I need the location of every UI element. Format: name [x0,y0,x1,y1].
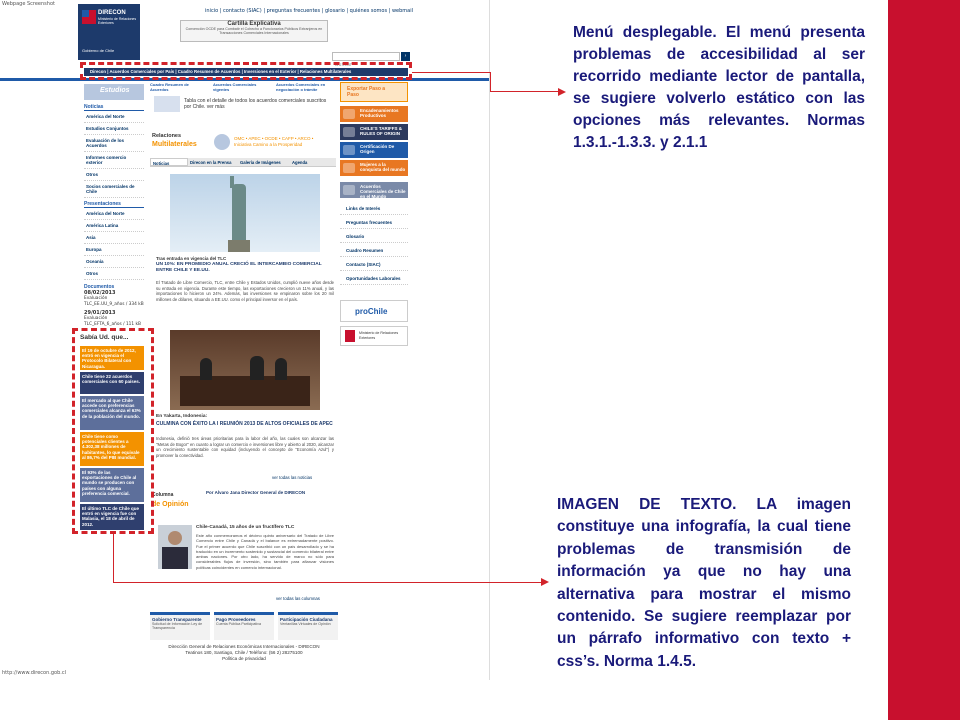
tab-agenda[interactable]: Agenda [290,158,336,166]
sabia-item: Chile tiene como potenciales clientes a 4.302,38 millones de habitantes, lo que equivale al 86,7% del PIB mundial. [80,432,144,466]
right-button[interactable] [340,160,408,176]
right-button[interactable] [340,142,408,158]
menu-highlight-box [80,62,412,80]
logo-text: DIRECON [98,10,126,16]
tab-galeria[interactable]: Galería de Imágenes [238,158,290,166]
connector-line [490,91,560,92]
news1-kicker: Tras entrada en vigencia del TLC [156,256,227,261]
news1-title[interactable]: UN 10%: EN PROMEDIO ANUAL CRECIÓ EL INTERCAMBIO COMERCIAL ENTRE CHILE Y EE.UU. [156,262,322,273]
all-columns-link[interactable]: ver todas las columnas [276,596,320,601]
arrow-head-icon [541,578,549,586]
doc1-link[interactable]: Evaluación TLC_EE.UU_9_años / 334 kB [84,296,144,307]
footer-block[interactable] [278,612,338,640]
estudios-banner[interactable] [84,84,144,100]
minrel-logo[interactable] [340,326,408,346]
globe-icon [343,185,355,195]
news2-title[interactable]: CULMINA CON ÉXITO LA I REUNIÓN 2013 DE ALTOS OFICIALES DE APEC [156,421,333,427]
sidebar-link[interactable]: Socios comerciales de Chile [84,181,144,198]
cartilla-subtitle: Convención OCDE para Combatir el Cohecho a Funcionarios Públicos Extranjeros en Transacciones Comerciales Internacionales [185,27,323,35]
imagen-annotation: IMAGEN DE TEXTO. LA imagen constituye una infografía, la cual tiene problemas de transmisión de información ya que no hay una alternativa para mostrar el mismo contenido. Se sugiere reemplazar por un párrafo informativo con texto + css’s. Norma 1.4.5. [557,496,851,670]
minrel-label: Ministerio de Relaciones Exteriores [359,331,399,340]
news2-body: Indonesia, definió tres áreas prioritarias para la labor del año, las cuales son alcanzar las "Metas de Bogor" en cuanto a lograr un comercio e inversiones libre y abierto al 2020, alcanzar un crecimiento sustentable con equidad (incluyendo el concepto de "Economía Azul") y promover la conectividad. [156,436,334,458]
right-link[interactable]: Glosario [340,232,408,243]
sidebar-link[interactable]: Otros [84,268,144,280]
nav-item-cuadro-resumen[interactable]: Cuadro Resumen de Acuerdos [177,69,241,74]
nav-item-direcon[interactable]: Direcon [90,69,106,74]
footer-links [150,612,338,640]
footer-line: Dirección General de Relaciones Económicas Internacionales - DIRECON [168,644,320,649]
right-link[interactable]: Links de Interés [340,204,408,215]
acuerdos-flags [154,96,180,112]
news1-body: El Tratado de Libre Comercio, TLC, entre Chile y Estados Unidos, cumplió nueve años desde su entrada en vigencia. Durante este tiempo, las exportaciones crecieron un 11% anual, y las importaciones lo hicieron un 24%. Además, las inversiones se empinaron sobre los 20 mil millones de dólares, situando a EE.UU. como el principal inversor en el país. [156,280,334,302]
decorative-red-bar [888,0,960,720]
right-link[interactable]: Contacto (SIAC) [340,260,408,271]
right-button[interactable] [340,106,408,122]
prochile-label: proChile [355,307,388,316]
right-button[interactable] [340,124,408,140]
opinion-label: de Opinión [152,501,189,508]
news-tabs [150,158,336,167]
relaciones-label: Relaciones [152,133,182,139]
exportar-button[interactable] [340,82,408,102]
footer-line: Teatinos 180, Santiago, Chile / Teléfono: (56 2) 28275100 [185,650,303,655]
acuerdos-col[interactable]: Acuerdos Comerciales vigentes [213,82,257,92]
news1-image[interactable] [170,174,320,252]
arrow-head-icon [558,88,566,96]
column-title[interactable]: Chile-Canadá, 15 años de un fructífero TLC [196,525,295,530]
privacy-link[interactable]: Política de privacidad [222,656,266,661]
footer-block-sub: Ventanillas Virtuales de Opinión [280,622,331,626]
acuerdos-header [150,82,336,94]
connector-line [412,72,490,73]
nav-item-acuerdos-pais[interactable]: Acuerdos Comerciales por País [109,69,175,74]
estudios-label: Estudios [100,87,130,94]
tab-prensa[interactable]: Direcon en la Prensa [188,158,238,166]
presentaciones-heading: Presentaciones [84,201,144,208]
tab-noticias[interactable]: Noticias [150,158,188,166]
sidebar-link[interactable]: Estudios Conjuntos [84,123,144,135]
connector-line [490,72,491,92]
multilateral-links[interactable]: OMC • APEC • OCDE • CAFP • ARCO • Iniciativa Camino a la Prosperidad [234,136,314,147]
search-input[interactable] [332,52,400,68]
right-button-label: Encadenamientos Productivos [360,108,399,118]
cartilla-title: Cartilla Explicativa [227,21,281,27]
right-button-label: CHILE'S TARIFFS & RULES OF ORIGIN [360,126,402,136]
multilaterales-label: Multilaterales [152,141,197,148]
footer-block-sub: Solicitud de Información Ley de Transparencia [152,622,203,631]
nav-item-inversiones[interactable]: Inversiones en el Exterior [243,69,297,74]
right-button-label: Certificación De Origen [360,144,395,154]
sidebar-link[interactable]: Evaluación de los Acuerdos [84,135,144,152]
acuerdos-col[interactable]: Acuerdos Comerciales en negociación o trámite [276,82,326,92]
sidebar-link[interactable]: América Latina [84,220,144,232]
nav-item-multilaterales[interactable]: Relaciones Multilaterales [299,69,352,74]
sabia-item: El último TLC de Chile que entró en vigencia fue con Malasia, el 18 de abril de 2012. [80,504,144,530]
main-nav: Direcon | Acuerdos Comerciales por País | Cuadro Resumen de Acuerdos | Inversiones en el Exterior | Relaciones Multilaterales [84,68,408,76]
author-label: Por Alvaro Jana Director General de DIRECON [206,490,306,495]
doc2-date: 29/01/2013 [84,310,116,316]
right-button-label: Mujeres a la conquista del mundo [360,162,406,172]
sidebar-noticias [84,104,144,328]
infographic-highlight-box [72,328,154,534]
prochile-logo[interactable] [340,300,408,322]
direcon-logo[interactable] [78,4,140,60]
footer-block-sub: Cuenta Pública Participativa [216,622,261,626]
flag-icon [343,127,355,137]
sabia-item: El mercado al que Chile accede con preferencias comerciales alcanza el 63% de la población del mundo. [80,396,144,430]
sidebar-link[interactable]: Oceanía [84,256,144,268]
acuerdos-text[interactable]: Tabla con el detalle de todos los acuerdos comerciales suscritos por Chile. ver más [184,98,327,110]
footer-block-title: Participación Ciudadana [280,617,333,622]
status-url: http://www.direcon.gob.cl [2,670,67,676]
sabia-item: Chile tiene 22 acuerdos comerciales con 60 países. [80,372,144,394]
documentos-heading: Documentos [84,284,115,290]
logo-subtitle: Ministerio de Relaciones Exteriores [98,17,137,25]
doc1-date: 08/02/2013 [84,290,116,296]
footer-block[interactable] [150,612,210,640]
news2-image[interactable] [170,330,320,410]
footer-address [150,644,338,662]
gobierno-label: Gobierno de Chile [82,48,115,53]
woman-icon [343,163,355,173]
news2-kicker: En Yakarta, Indonesia: [156,414,208,419]
right-button-label: Acuerdos Comerciales de Chile en el Mundo [360,184,406,199]
acuerdos-col[interactable]: Cuadro Resumen de Acuerdos [150,82,189,92]
sidebar-link[interactable]: América del Norte [84,208,144,220]
column-body: Este año conmemoramos el décimo quinto aniversario del Tratado de Libre Comercio entre Chile y Canadá y el balance es extremadamente positivo. Fue el primer acuerdo que Chile suscribió con un país desarrollado y se ha traducido en un incremento sostenido y sustancial del comercio bilateral entre ambas naciones. Por otro lado, ha servido de marco no sólo para considerables flujos de inversión, sino también para afianzar visiones políticas coincidentes en comercio internacional. [196,533,334,570]
gears-icon [343,109,355,119]
sabia-title: Sabía Ud. que... [80,334,129,341]
right-button[interactable] [340,182,408,198]
sidebar-link[interactable]: Asia [84,232,144,244]
sidebar-link[interactable]: Informes comercio exterior [84,152,144,169]
exportar-label: Exportar Paso a Paso [347,86,386,98]
search-button[interactable]: › [401,52,410,61]
right-link[interactable]: Cuadro Resumen [340,246,408,257]
top-links[interactable]: inicio | contacto (SIAC) | preguntas frecuentes | glosario | quiénes somos | webmail [205,8,414,14]
check-icon [343,145,355,155]
window-title: Webpage Screenshot [2,1,55,7]
columna-label: Columna [152,492,174,498]
doc2-link[interactable]: Evaluación TLC_EFTA_6_años / 111 kB [84,316,141,327]
footer-block-title: Pago Proveedores [216,617,256,622]
right-link[interactable]: Oportunidades Laborales [340,274,408,285]
sidebar-link[interactable]: Europa [84,244,144,256]
cartilla-banner[interactable] [180,20,328,42]
connector-line [113,582,543,583]
all-news-link[interactable]: ver todas las noticias [272,475,313,480]
sabia-item: El 19 de octubre de 2012, entró en vigencia el Protocolo Bilateral con Nicaragua. [80,346,144,370]
globe-icon [214,134,230,150]
footer-block[interactable] [214,612,274,640]
sabia-item: El 93% de las exportaciones de Chile al mundo se producen con países con alguna preferencia comercial. [80,468,144,502]
sidebar-link[interactable]: Otros [84,169,144,181]
author-photo [158,525,192,569]
search-placeholder: Buscar [335,62,353,68]
menu-annotation: Menú desplegable. El menú presenta problemas de accesibilidad al ser recorrido mediante lector de pantalla, se sugiere volverlo estático con las opciones más relevantes. Normas 1.3.1.-1.3.3. y 2.1.1 [573,24,865,151]
connector-line [113,534,114,582]
footer-block-title: Gobierno Transparente [152,617,202,622]
noticias-heading: Noticias [84,104,144,111]
right-link[interactable]: Preguntas frecuentes [340,218,408,229]
sidebar-link[interactable]: América del Norte [84,111,144,123]
